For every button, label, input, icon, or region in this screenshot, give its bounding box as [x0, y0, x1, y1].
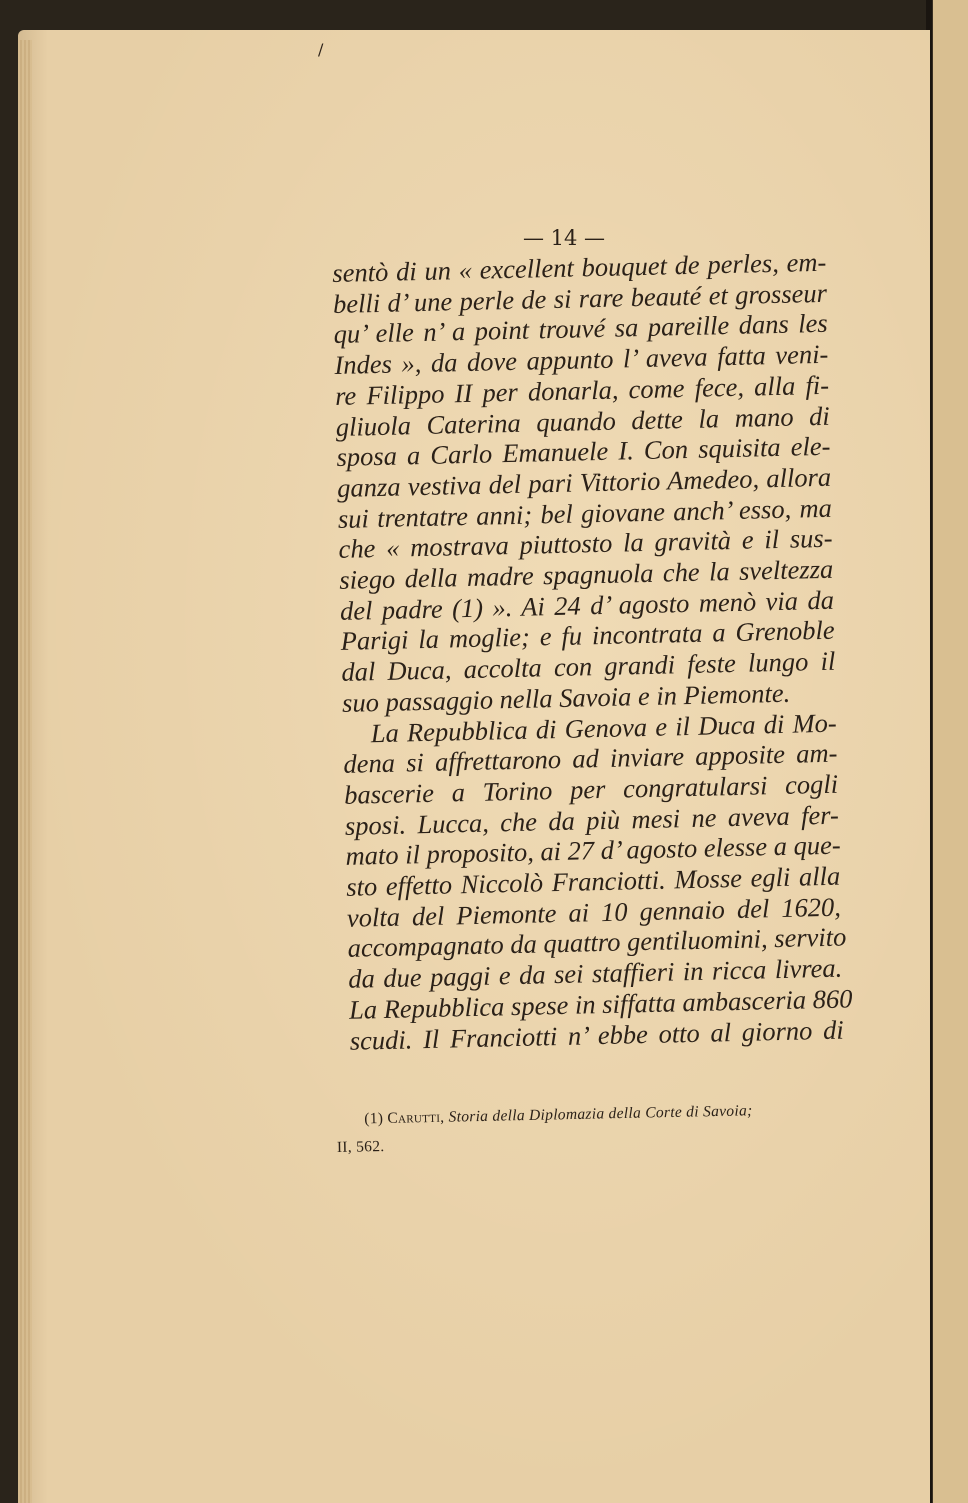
body-line: suo passaggio nella Savoia e in Piemonte.	[341, 677, 791, 718]
footnote-marker: (1)	[364, 1110, 384, 1128]
footnote-ref: II, 562.	[336, 1137, 385, 1156]
body-line: sposa a Carlo Emanuele I. Con squisita ele-	[336, 430, 831, 473]
page-stack-edge	[18, 40, 32, 1503]
body-line: mato il proposito, ai 27 d’ agosto elesse a que-	[345, 829, 841, 872]
footnote	[336, 1096, 829, 1162]
footnote-title: Storia della Diplomazia della Corte di Savoia;	[448, 1102, 753, 1126]
body-line: Indes », da dove appunto l’ aveva fatta veni-	[334, 338, 829, 381]
body-line: dena si affrettarono ad inviare apposite am-	[343, 737, 838, 780]
body-line: sposi. Lucca, che da più mesi ne aveva fer-	[344, 799, 840, 841]
body-text	[332, 246, 853, 1056]
body-line: re Filippo II per donarla, come fece, alla fi-	[334, 369, 830, 411]
body-line: gliuola Caterina quando dette la mano di	[335, 400, 831, 442]
body-line: qu’ elle n’ a point trouvé sa pareille dans les	[333, 308, 828, 350]
body-line: scudi. Il Franciotti n’ ebbe otto al giorno di	[349, 1014, 844, 1056]
body-line: Parigi la moglie; e fu incontrata a Grenoble	[340, 615, 835, 657]
page-number: — 14 —	[522, 226, 606, 250]
body-line: dal Duca, accolta con grandi feste lungo il	[341, 645, 836, 688]
body-line: sentò di un « excellent bouquet de perles, em-	[332, 246, 827, 288]
body-line: accompagnato da quattro gentiluomini, servito	[347, 921, 847, 964]
body-line: bascerie a Torino per congratularsi cogli	[343, 768, 839, 810]
body-line: La Repubblica spese in siffatta ambasceria 860	[348, 983, 853, 1025]
footnote-author: Carutti,	[387, 1108, 445, 1127]
body-line: belli d’ une perle de si rare beauté et grosseur	[332, 277, 828, 319]
body-line: da due paggi e da sei staffieri in ricca livrea.	[348, 952, 843, 994]
body-line: sui trentatre anni; bel giovane anch’ esso, ma	[337, 492, 833, 534]
stray-mark: /	[318, 40, 324, 59]
body-line: siego della madre spagnuola che la sveltezza	[338, 553, 834, 595]
body-line: volta del Piemonte ai 10 gennaio del 1620,	[346, 891, 842, 933]
body-line: La Repubblica di Genova e il Duca di Mo-	[370, 707, 838, 748]
body-line: del padre (1) ». Ai 24 d’ agosto menò via da	[339, 584, 835, 626]
body-line: ganza vestiva del pari Vittorio Amedeo, allora	[336, 461, 832, 503]
body-line: sto effetto Niccolò Franciotti. Mosse egli alla	[345, 860, 841, 902]
body-line: che « mostrava piuttosto la gravità e il sus-	[338, 523, 833, 565]
